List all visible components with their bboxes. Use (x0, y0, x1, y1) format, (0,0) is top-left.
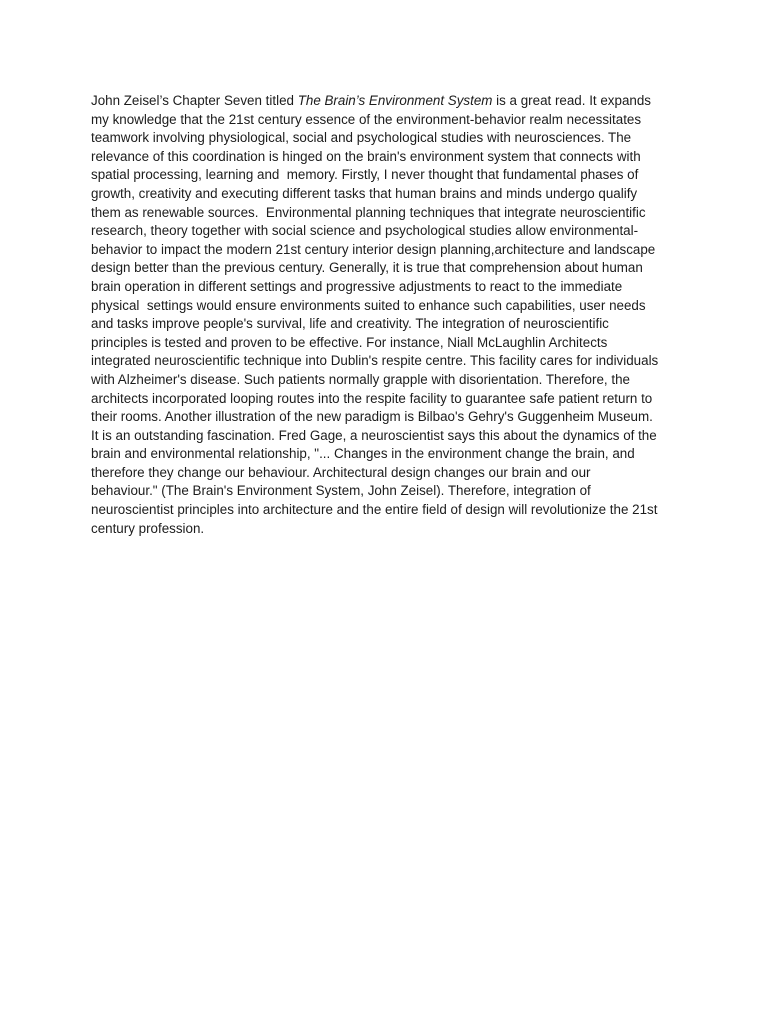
text-line: behaviour." (The Brain's Environment System, John Zeisel). Therefore, integration of (91, 483, 591, 499)
text-line: their rooms. Another illustration of the new paradigm is Bilbao's Gehry's Guggenheim Museum. (91, 409, 653, 425)
text-line: integrated neuroscientific technique into Dublin's respite centre. This facility cares for individuals (91, 353, 659, 369)
body-paragraph (91, 92, 681, 538)
text-line: therefore they change our behaviour. Architectural design changes our brain and our (91, 464, 591, 480)
text-line: relevance of this coordination is hinged on the brain's environment system that connects with (91, 148, 641, 164)
text-line: It is an outstanding fascination. Fred Gage, a neuroscientist says this about the dynamics of the (91, 427, 657, 443)
text-line: architects incorporated looping routes into the respite facility to guarantee safe patient return to (91, 390, 653, 406)
text-line: behavior to impact the modern 21st century interior design planning,architecture and landscape (91, 241, 656, 257)
text-line: brain and environmental relationship, "... Changes in the environment change the brain, and (91, 446, 635, 462)
line-text: is a great read. It expands (492, 93, 651, 108)
text-line: my knowledge that the 21st century essence of the environment-behavior realm necessitates (91, 111, 642, 127)
text-line: spatial processing, learning and memory. Firstly, I never thought that fundamental phases of (91, 167, 639, 183)
text-line: growth, creativity and executing different tasks that human brains and minds undergo qualify (91, 185, 638, 201)
text-line: brain operation in different settings and progressive adjustments to react to the immediate (91, 278, 623, 294)
text-line: them as renewable sources. Environmental planning techniques that integrate neuroscientific (91, 204, 646, 220)
book-chapter-title: The Brain’s Environment System (297, 93, 493, 108)
text-line: physical settings would ensure environments suited to enhance such capabilities, user needs (91, 297, 646, 313)
text-line: and tasks improve people's survival, life and creativity. The integration of neuroscientific (91, 316, 609, 332)
text-line (91, 92, 681, 111)
text-line: design better than the previous century. Generally, it is true that comprehension about human (91, 260, 643, 276)
text-line: teamwork involving physiological, social and psychological studies with neurosciences. The (91, 130, 632, 146)
text-line: neuroscientist principles into architecture and the entire field of design will revolutionize the 21st (91, 502, 658, 518)
text-line: with Alzheimer's disease. Such patients normally grapple with disorientation. Therefore, the (91, 371, 630, 387)
text-line: principles is tested and proven to be effective. For instance, Niall McLaughlin Architects (91, 334, 608, 350)
text-line: research, theory together with social science and psychological studies allow environmental- (91, 223, 639, 239)
text-line: century profession. (91, 520, 205, 536)
line-text: John Zeisel’s Chapter Seven titled (91, 93, 298, 108)
